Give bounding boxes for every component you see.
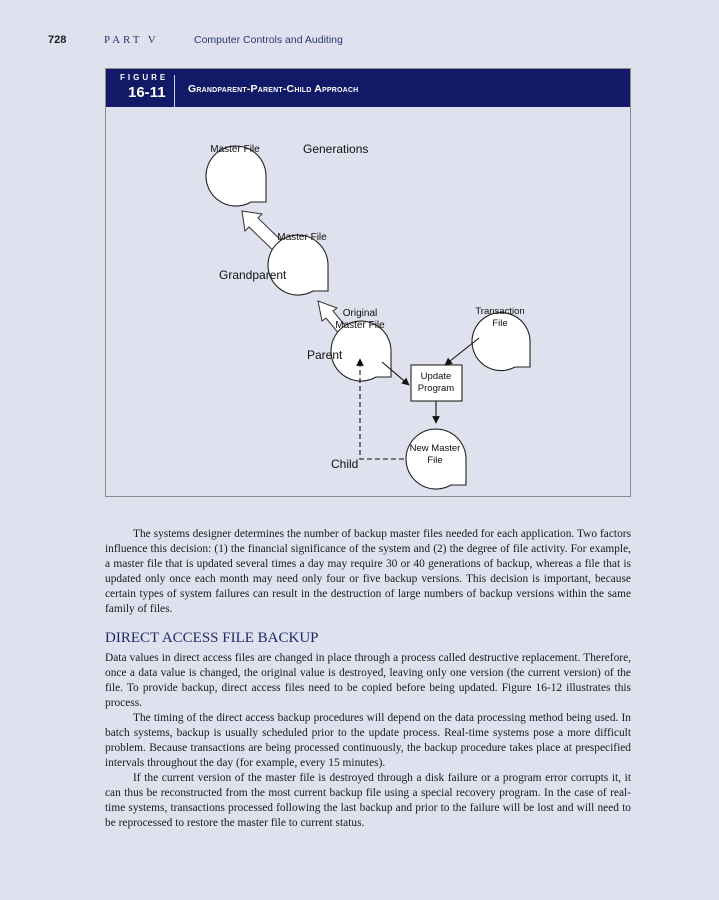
- body-paragraph-1: [105, 527, 631, 617]
- transaction-label-2: File: [492, 318, 508, 329]
- parent-label: Parent: [307, 348, 343, 362]
- transaction-label-1: Transaction: [475, 306, 525, 317]
- figure-label: FIGURE: [120, 73, 169, 82]
- paragraph-1-text: The systems designer determines the number of backup master files needed for each application. Two factors influence this decision: (1) the financial significance of the system and (2) the degree of file activity. For example, a master file that is updated several times a day may require 30 or 40 generations of backup, whereas a file that is updated only once each month may need only four or five backup versions. This decision is important, because certain types of system failures can result in the destruction of large numbers of backup versions within the same family of files.: [105, 528, 631, 615]
- page-number: 728: [48, 34, 67, 46]
- master-file-2-label: Master File: [277, 232, 327, 243]
- paragraph-4-text: If the current version of the master file is destroyed through a disk failure or a program error corrupts it, it can thus be reconstructed from the most current backup file using a special recovery program. In the case of real-time systems, transactions processed following the last backup and prior to the failure will be lost and will need to be reprocessed to restore the master file to current status.: [105, 772, 631, 829]
- update-label-1: Update: [420, 371, 452, 382]
- master-file-1-symbol: [206, 146, 266, 206]
- body-section-text: [105, 651, 631, 831]
- figure-header-divider: [174, 75, 175, 107]
- running-head: [48, 34, 648, 50]
- master-file-2-symbol: [268, 235, 328, 295]
- new-master-label-1: New Master: [409, 443, 461, 454]
- figure-number: 16-11: [128, 84, 166, 101]
- paragraph-3-text: The timing of the direct access backup procedures will depend on the data processing method being used. In batch systems, backup is usually scheduled prior to the update process. Real-time systems pose a more difficult problem. Because transactions are being processed continuously, the backup procedure takes place at prespecified intervals throughout the day (for example, every 15 minutes).: [105, 712, 631, 769]
- master-file-1-label: Master File: [210, 144, 260, 155]
- chapter-title: Computer Controls and Auditing: [194, 34, 343, 46]
- generations-label: Generations: [303, 142, 369, 156]
- part-label: PART V: [104, 34, 159, 46]
- original-label-1: Original: [342, 308, 378, 319]
- figure-header: [106, 69, 630, 107]
- paragraph-2-text: Data values in direct access files are changed in place through a process called destructive replacement. Therefore, once a data value is changed, the original value is destroyed, leaving only one version (the current version) of the file. To provide backup, direct access files need to be copied before being updated. Figure 16-12 illustrates this process.: [105, 652, 631, 709]
- update-label-2: Program: [417, 383, 455, 394]
- section-heading: DIRECT ACCESS FILE BACKUP: [105, 630, 319, 646]
- grandparent-label: Grandparent: [219, 268, 287, 282]
- original-label-2: Master File: [335, 320, 385, 331]
- new-master-label-2: File: [427, 455, 443, 466]
- gpc-diagram: [106, 107, 630, 495]
- figure-16-11: [105, 68, 631, 497]
- child-label: Child: [331, 457, 359, 471]
- figure-title: Grandparent-Parent-Child Approach: [188, 83, 359, 95]
